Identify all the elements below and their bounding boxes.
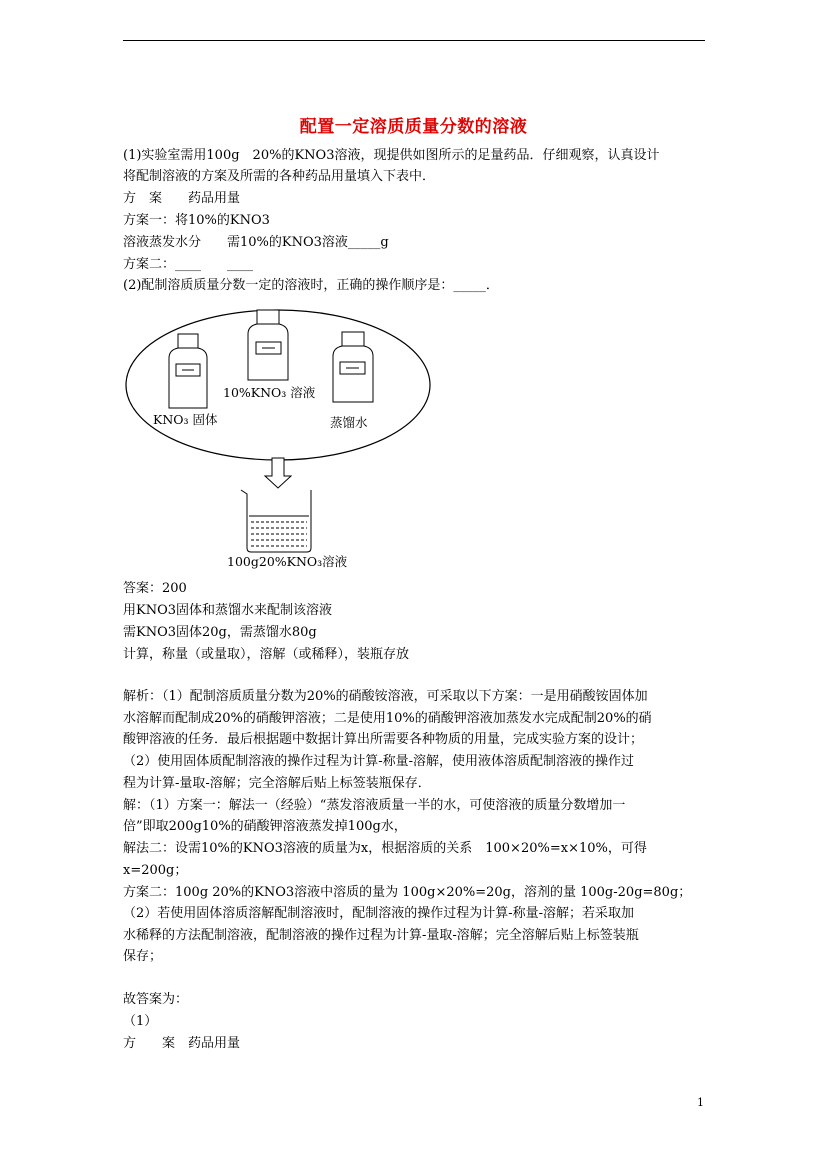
text-line: 溶液蒸发水分 需10%的KNO3溶液_____g [123, 235, 389, 250]
header-rule [123, 40, 705, 41]
reagents-figure [123, 298, 435, 580]
text-line: （1） [123, 1014, 158, 1029]
solid-label: KNO₃ 固体 [153, 412, 218, 427]
solid-bottle-icon [169, 334, 207, 408]
text-line: x=200g； [123, 863, 188, 878]
text-line: 解析：（1）配制溶质质量分数为20%的硝酸铵溶液，可采取以下方案：一是用硝酸铵固体加 [123, 689, 648, 704]
beaker-label: 100g20%KNO₃溶液 [227, 554, 348, 569]
solution-label: 10%KNO₃ 溶液 [223, 385, 316, 400]
text-line: 方案二：____ ____ [123, 257, 254, 272]
text-line: （2）使用固体质配制溶液的操作过程为计算-称量-溶解，使用液体溶质配制溶液的操作过 [123, 754, 635, 769]
text-line: 程为计算-量取-溶解；完全溶解后贴上标签装瓶保存． [123, 776, 431, 791]
text-line: 解：（1）方案一：解法一（经验）“蒸发溶液质量一半的水，可使溶液的质量分数增加一 [123, 798, 626, 813]
beaker-icon [241, 490, 311, 552]
water-label: 蒸馏水 [330, 415, 368, 430]
text-line: 水溶解而配制成20%的硝酸钾溶液；二是使用10%的硝酸钾溶液加蒸发水完成配制20%的硝 [123, 711, 652, 726]
text-line: 方 案 药品用量 [123, 191, 241, 206]
text-line: 倍”即取200g10%的硝酸钾溶液蒸发掉100g水， [123, 819, 407, 834]
water-bottle-icon [333, 332, 373, 402]
text-line: (2)配制溶质质量分数一定的溶液时，正确的操作顺序是：_____． [123, 278, 499, 293]
text-line: 方案一：将10%的KNO3 [123, 213, 270, 228]
text-line: 答案：200 [123, 581, 187, 596]
text-line: 解法二：设需10%的KNO3溶液的质量为x，根据溶质的关系 100×20%=x×10%，可得 [123, 841, 647, 856]
solution-bottle-icon [248, 310, 288, 380]
text-line: 需KNO3固体20g，需蒸馏水80g [123, 625, 317, 640]
page-title: 配置一定溶质质量分数的溶液 [299, 117, 528, 137]
text-line: 将配制溶液的方案及所需的各种药品用量填入下表中． [123, 169, 436, 184]
text-line: (1)实验室需用100g 20%的KNO3溶液，现提供如图所示的足量药品．仔细观察，认真设计 [123, 148, 660, 163]
page-number: 1 [697, 1096, 704, 1109]
text-line: 计算，称量（或量取），溶解（或稀释），装瓶存放 [123, 647, 410, 662]
text-line: 保存； [123, 949, 163, 964]
text-line: （2）若使用固体溶质溶解配制溶液时，配制溶液的操作过程为计算-称量-溶解；若采取加 [123, 906, 635, 921]
text-line: 酸钾溶液的任务．最后根据题中数据计算出所需要各种物质的用量，完成实验方案的设计； [123, 732, 644, 747]
text-line: 用KNO3固体和蒸馏水来配制该溶液 [123, 603, 333, 618]
down-arrow-icon [265, 458, 291, 488]
text-line: 故答案为： [123, 992, 189, 1007]
text-line: 方案二：100g 20%的KNO3溶液中溶质的量为 100g×20%=20g，溶剂的量 100g-20g=80g； [123, 885, 692, 900]
text-line: 方 案 药品用量 [123, 1036, 241, 1051]
text-line: 水稀释的方法配制溶液，配制溶液的操作过程为计算-量取-溶解；完全溶解后贴上标签装瓶 [123, 928, 639, 943]
